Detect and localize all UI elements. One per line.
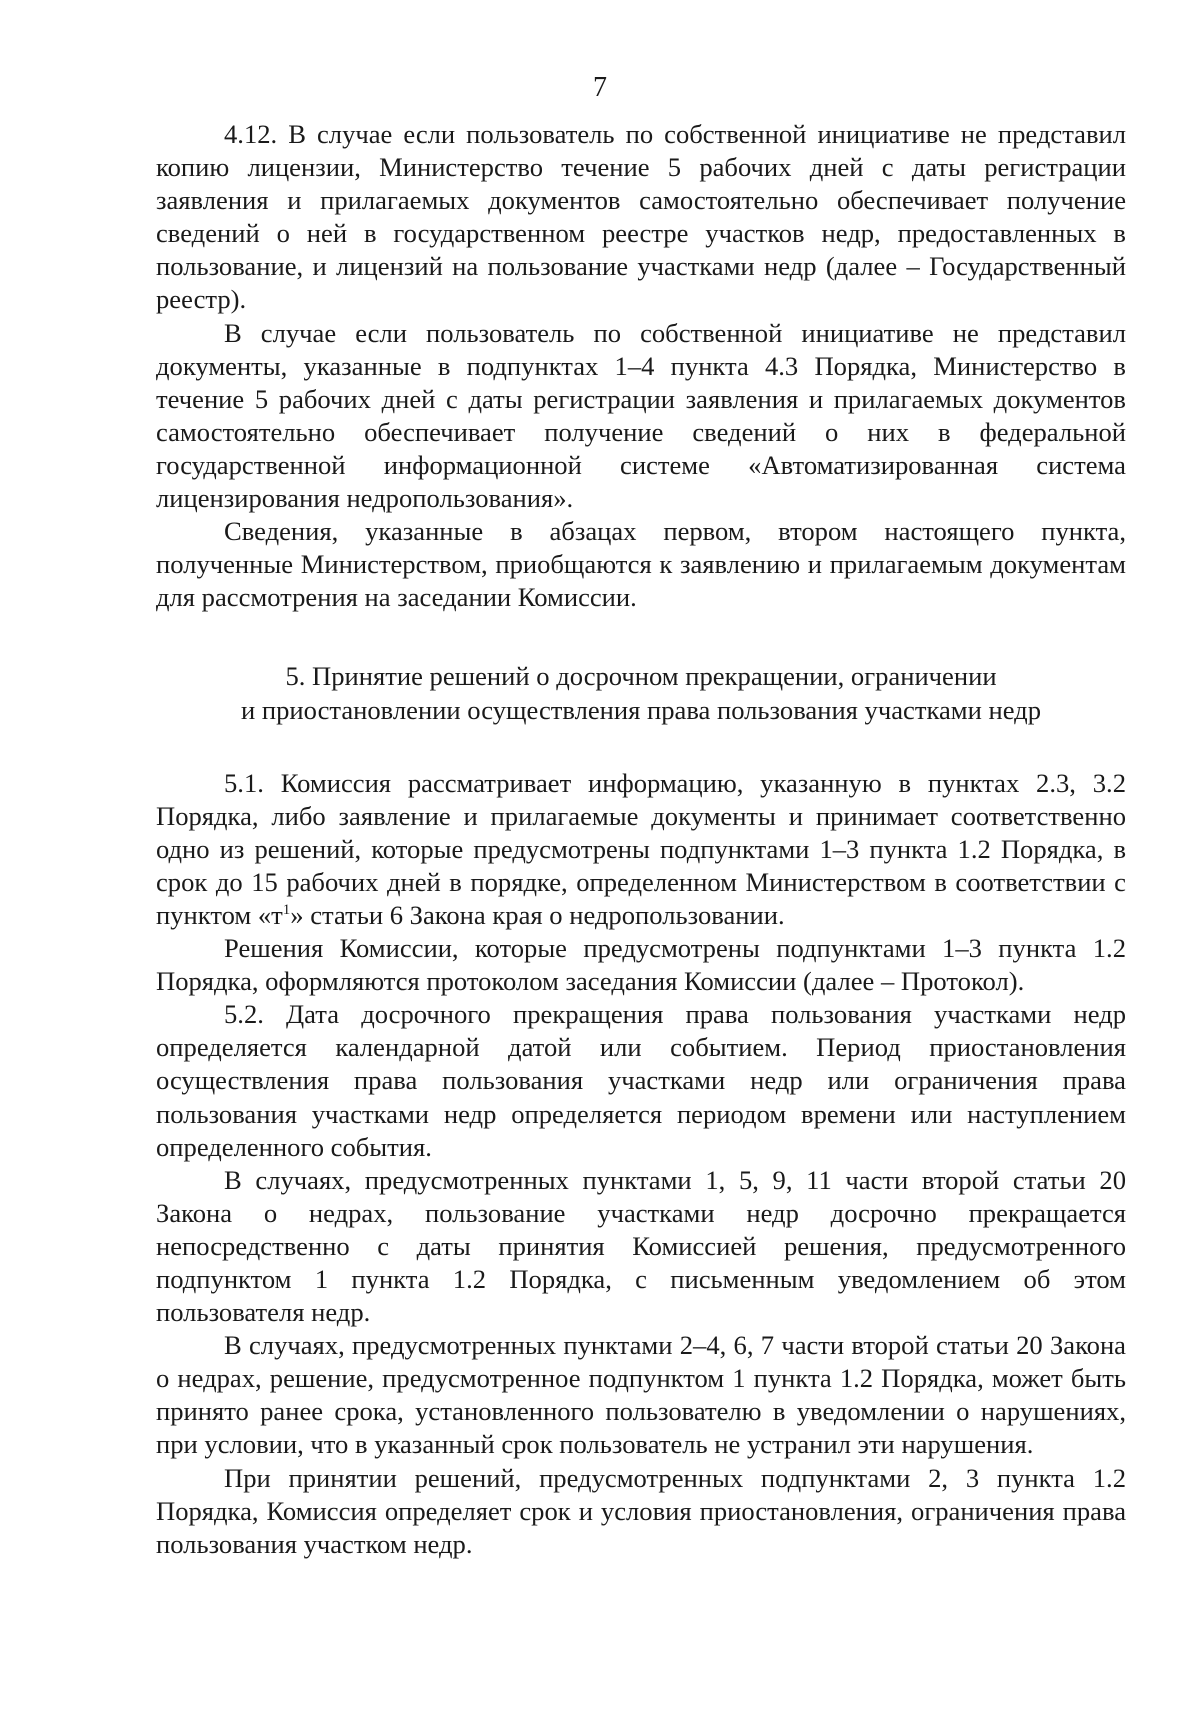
paragraph-5-1-text-end: » статьи 6 Закона края о недропользовании. — [290, 899, 785, 930]
paragraph-5-1-second: Решения Комиссии, которые предусмотрены подпунктами 1–3 пункта 1.2 Порядка, оформляются протоколом заседания Комиссии (далее – Протокол). — [156, 933, 1126, 997]
paragraph-5-1-superscript: 1 — [282, 902, 291, 919]
paragraph-5-1-text: 5.1. Комиссия рассматривает информацию, указанную в пунктах 2.3, 3.2 Порядка, либо заявление и прилагаемые документы и принимает соответственно одно из решений, которые предусмотрены подпунктами 1–3 пункта 1.2 Порядка, в срок до 15 рабочих дней в порядке, определенном Министерством в соответствии с пунктом «т — [156, 767, 1126, 930]
section-5-title-line-2: и приостановлении осуществления права пользования участками недр — [240, 694, 1042, 725]
paragraph-5-1 — [156, 767, 1126, 932]
paragraph-5-2: 5.2. Дата досрочного прекращения права пользования участками недр определяется календарной датой или событием. Период приостановления осуществления права пользования участками недр или ограничения права пользования участками недр определяется периодом времени или наступлением определенного события. — [156, 999, 1126, 1162]
paragraph-4-12: 4.12. В случае если пользователь по собственной инициативе не представил копию лицензии, Министерство течение 5 рабочих дней с даты регистрации заявления и прилагаемых документов самостоятельно обеспечивает получение сведений о ней в государственном реестре участков недр, предоставленных в пользование, и лицензий на пользование участками недр (далее – Государственный реестр). — [156, 119, 1126, 315]
section-5-title-line-1: 5. Принятие решений о досрочном прекращении, ограничении — [285, 661, 997, 692]
paragraph-4-12-third: Сведения, указанные в абзацах первом, втором настоящего пункта, полученные Министерством, приобщаются к заявлению и прилагаемым документам для рассмотрения на заседании Комиссии. — [156, 516, 1126, 613]
paragraph-5-2-third: В случаях, предусмотренных пунктами 2–4, 6, 7 части второй статьи 20 Закона о недрах, решение, предусмотренное подпунктом 1 пункта 1.2 Порядка, может быть принято ранее срока, установленного пользователю в уведомлении о нарушениях, при условии, что в указанный срок пользователь не устранил эти нарушения. — [156, 1330, 1126, 1460]
page-number: 7 — [593, 72, 607, 103]
paragraph-4-12-second: В случае если пользователь по собственной инициативе не представил документы, указанные в подпунктах 1–4 пункта 4.3 Порядка, Министерство в течение 5 рабочих дней с даты регистрации заявления и прилагаемых документов самостоятельно обеспечивает получение сведений о них в федеральной государственной информационной системе «Автоматизированная система лицензирования недропользования». — [156, 317, 1126, 514]
paragraph-5-2-fourth: При принятии решений, предусмотренных подпунктами 2, 3 пункта 1.2 Порядка, Комиссия определяет срок и условия приостановления, ограничения права пользования участком недр. — [156, 1462, 1126, 1559]
section-5-heading — [156, 660, 1126, 726]
paragraph-5-2-second: В случаях, предусмотренных пунктами 1, 5, 9, 11 части второй статьи 20 Закона о недрах, пользование участками недр досрочно прекращается непосредственно с даты принятия Комиссией решения, предусмотренного подпунктом 1 пункта 1.2 Порядка, с письменным уведомлением об этом пользователя недр. — [156, 1164, 1126, 1328]
document-body — [156, 118, 1126, 1561]
